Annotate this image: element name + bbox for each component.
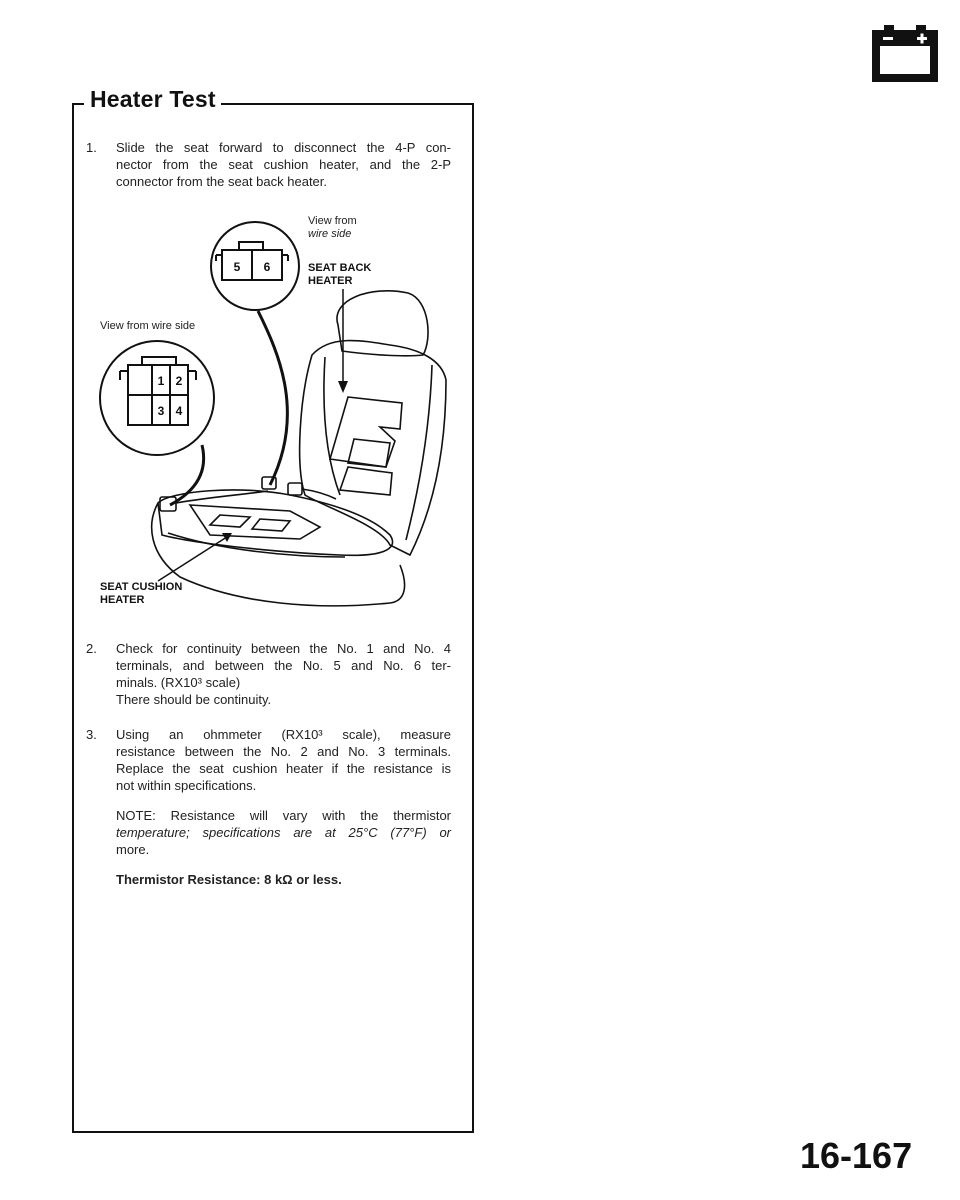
step-number: 3. xyxy=(86,727,97,742)
arrowhead xyxy=(338,381,348,393)
step-number: 1. xyxy=(86,140,97,155)
step-text-line: not within specifications. xyxy=(116,778,257,793)
page-number: 16-167 xyxy=(800,1135,913,1176)
seat-cushion-heater-label: SEAT CUSHION xyxy=(100,581,183,593)
step-text-line: There should be continuity. xyxy=(116,692,272,707)
pin-label: 2 xyxy=(175,374,183,388)
seat-back-heater-label: HEATER xyxy=(308,275,353,287)
pin-label: 3 xyxy=(157,404,165,418)
pin-label: 5 xyxy=(233,260,241,274)
pin-label: 6 xyxy=(263,260,271,274)
note-text-line: temperature; specifications are at 25°C (77°F) or xyxy=(116,825,451,840)
seat-cushion-heater-label: HEATER xyxy=(100,594,145,606)
frame-top-rule xyxy=(72,103,84,105)
step-text-line: Slide the seat forward to disconnect the 4-P con- xyxy=(116,140,451,155)
seat-illustration xyxy=(152,291,446,606)
frame-top-rule xyxy=(221,103,472,105)
battery-plus-sign xyxy=(921,34,924,44)
step-text-line: connector from the seat back heater. xyxy=(116,174,328,189)
seat-back-heater-label: SEAT BACK xyxy=(308,262,372,274)
seat-heater-diagram xyxy=(90,205,462,625)
connector-4p-callout xyxy=(100,341,214,455)
pin-label: 1 xyxy=(157,374,165,388)
note-text-line: more. xyxy=(116,842,150,857)
step-text-line: minals. (RX10³ scale) xyxy=(116,675,241,690)
battery-icon xyxy=(870,24,940,84)
note-text-line: NOTE: Resistance will vary with the thermistor xyxy=(116,808,451,823)
view-from-label: wire side xyxy=(308,228,352,240)
pin-label: 4 xyxy=(175,404,183,418)
section-title: Heater Test xyxy=(90,86,216,112)
view-from-label: View from xyxy=(308,215,357,227)
step-text-line: Check for continuity between the No. 1 and No. 4 xyxy=(116,641,451,656)
battery-minus-sign xyxy=(883,37,893,40)
step-number: 2. xyxy=(86,641,97,656)
connector-2p-callout xyxy=(211,222,299,310)
callout-leader xyxy=(258,311,287,485)
arrowhead xyxy=(222,533,232,542)
step-text-line: Using an ohmmeter (RX10³ scale), measure xyxy=(116,727,451,742)
view-from-label: View from wire side xyxy=(100,320,196,332)
thermistor-spec: Thermistor Resistance: 8 kΩ or less. xyxy=(116,872,342,887)
step-text-line: Replace the seat cushion heater if the resistance is xyxy=(116,761,451,776)
step-text-line: resistance between the No. 2 and No. 3 terminals. xyxy=(116,744,451,759)
step-text-line: terminals, and between the No. 5 and No. 6 ter- xyxy=(116,658,451,673)
step-text-line: nector from the seat cushion heater, and the 2-P xyxy=(116,157,451,172)
